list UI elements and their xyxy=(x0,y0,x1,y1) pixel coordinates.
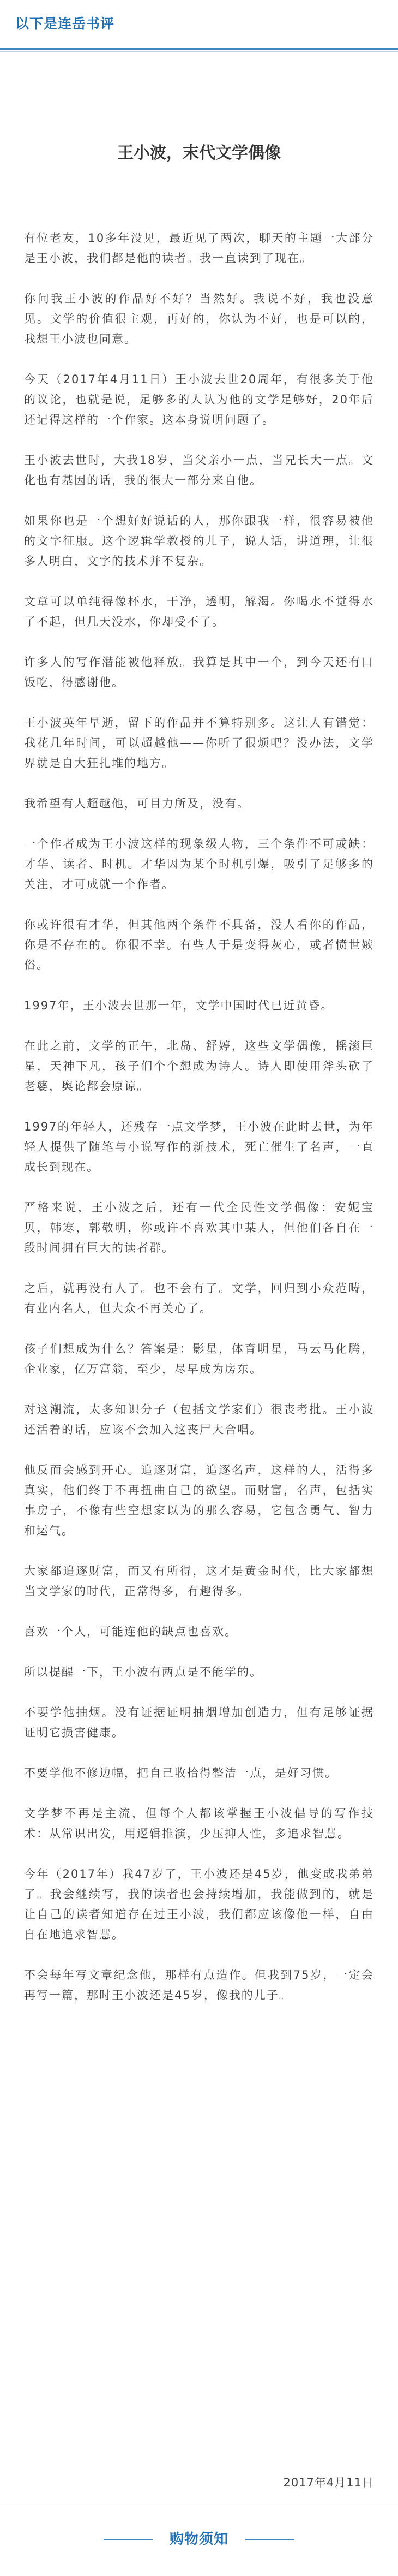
paragraph: 王小波英年早逝，留下的作品并不算特别多。这让人有错觉：我花几年时间，可以超越他——你听了很烦吧？没办法，文学界就是自大狂扎堆的地方。 xyxy=(24,716,374,770)
header-divider-thin xyxy=(0,51,398,52)
footer-section-label: 购物须知 xyxy=(153,2529,245,2550)
article-title: 王小波，末代文学偶像 xyxy=(117,144,281,163)
header-divider xyxy=(0,48,398,50)
paragraph: 孩子们想成为什么？答案是：影星，体育明星，马云马化腾，企业家，亿万富翁，至少，尽早成为房东。 xyxy=(24,1342,374,1376)
paragraph: 不要学他抽烟。没有证据证明抽烟增加创造力，但有足够证据证明它损害健康。 xyxy=(24,1706,374,1739)
paragraph: 我希望有人超越他，可目力所及，没有。 xyxy=(24,797,250,810)
paragraph: 1997的年轻人，还残存一点文学梦，王小波在此时去世，为年轻人提供了随笔与小说写作的新技术，死亡催生了名声，一直成长到现在。 xyxy=(24,1120,374,1174)
paragraph: 你或许很有才华，但其他两个条件不具备，没人看你的作品，你是不存在的。你很不幸。有些人于是变得灰心，或者愤世嫉俗。 xyxy=(24,918,374,972)
paragraph: 大家都追逐财富，而又有所得，这才是黄金时代，比大家都想当文学家的时代，正常得多，有趣得多。 xyxy=(24,1564,374,1598)
paragraph: 1997年，王小波去世那一年，文学中国时代已近黄昏。 xyxy=(24,999,334,1012)
paragraph: 文章可以单纯得像杯水，干净，透明，解渴。你喝水不觉得水了不起，但几天没水，你却受不了。 xyxy=(24,595,374,628)
paragraph: 对这潮流，太多知识分子（包括文学家们）很丧考批。王小波还活着的话，应该不会加入这丧尸大合唱。 xyxy=(24,1403,374,1436)
paragraph: 不会每年写文章纪念他，那样有点造作。但我到75岁，一定会再写一篇，那时王小波还是45岁，像我的儿子。 xyxy=(24,1968,374,2002)
paragraph: 喜欢一个人，可能连他的缺点也喜欢。 xyxy=(24,1625,237,1638)
paragraph: 之后，就再没有人了。也不会有了。文学，回归到小众范畴，有业内名人，但大众不再关心了。 xyxy=(24,1282,374,1315)
paragraph: 他反而会感到开心。追逐财富，追逐名声，这样的人，活得多真实，他们终于不再扭曲自己的欲望。而财富，名声，包括实事房子，不像有些空想家以为的那么容易，它包含勇气、智力和运气。 xyxy=(24,1463,374,1537)
paragraph: 如果你也是一个想好好说话的人，那你跟我一样，很容易被他的文字征服。这个逻辑学教授的儿子，说人话，讲道理，让很多人明白，文字的技术并不复杂。 xyxy=(24,514,374,568)
paragraph: 所以提醒一下，王小波有两点是不能学的。 xyxy=(24,1665,262,1679)
paragraph: 不要学他不修边幅，把自己收拾得整洁一点，是好习惯。 xyxy=(24,1766,337,1780)
paragraph: 今天（2017年4月11日）王小波去世20周年，有很多关于他的议论，也就是说，足够多的人认为他的文学足够好，20年后还记得这样的一个作家。这本身说明问题了。 xyxy=(24,373,374,426)
paragraph: 你问我王小波的作品好不好？当然好。我说不好，我也没意见。文学的价值很主观，再好的，你认为不好，也是可以的，我想王小波也同意。 xyxy=(24,292,374,346)
article-date: 2017年4月11日 xyxy=(283,2476,374,2489)
paragraph: 王小波去世时，大我18岁，当父亲小一点，当兄长大一点。文化也有基因的话，我的很大一部分来自他。 xyxy=(24,454,374,487)
paragraph: 一个作者成为王小波这样的现象级人物，三个条件不可或缺：才华、读者、时机。才华因为某个时机引爆，吸引了足够多的关注，才可成就一个作者。 xyxy=(24,837,374,891)
paragraph: 严格来说，王小波之后，还有一代全民性文学偶像：安妮宝贝，韩寒，郭敬明，你或许不喜欢其中某人，但他们各自在一段时间拥有巨大的读者群。 xyxy=(24,1201,374,1254)
section-label: 以下是连岳书评 xyxy=(15,16,115,32)
header-band xyxy=(0,0,398,55)
paragraph: 许多人的写作潜能被他释放。我算是其中一个，到今天还有口饭吃，得感谢他。 xyxy=(24,656,374,689)
paragraph: 文学梦不再是主流，但每个人都该掌握王小波倡导的写作技术：从常识出发，用逻辑推演，少压抑人性，多追求智慧。 xyxy=(24,1807,374,1840)
article-body xyxy=(24,228,374,2026)
paragraph: 今年（2017年）我47岁了，王小波还是45岁，他变成我弟弟了。我会继续写，我的读者也会持续增加，我能做到的，就是让自己的读者知道存在过王小波，我们都应该像他一样，自由自在地追求智慧。 xyxy=(24,1867,374,1941)
paragraph: 在此之前，文学的正午，北岛、舒婷，这些文学偶像，摇滚巨星，天神下凡，孩子们个个想成为诗人。诗人即使用斧头砍了老婆，舆论都会原谅。 xyxy=(24,1039,374,1093)
paragraph: 有位老友，10多年没见，最近见了两次，聊天的主题一大部分是王小波，我们都是他的读者。我一直读到了现在。 xyxy=(24,231,374,265)
